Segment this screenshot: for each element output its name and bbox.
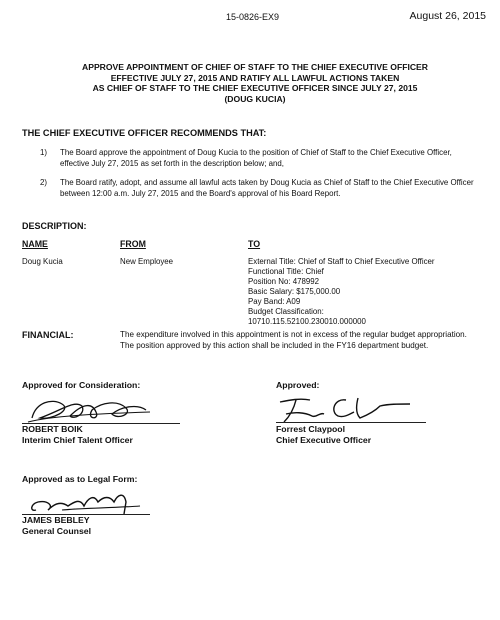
- to-line: External Title: Chief of Staff to Chief Executive Officer: [248, 257, 435, 266]
- legal-signer-title: General Counsel: [22, 526, 92, 536]
- consideration-label: Approved for Consideration:: [22, 380, 141, 390]
- approved-signer-name: Forrest Claypool: [276, 424, 346, 434]
- employee-to-details: [248, 257, 435, 327]
- item-number: 2): [40, 178, 48, 187]
- column-header-to: TO: [248, 239, 261, 249]
- title-line: APPROVE APPOINTMENT OF CHIEF OF STAFF TO THE CHIEF EXECUTIVE OFFICER: [82, 62, 428, 72]
- column-header-name: NAME: [22, 239, 48, 249]
- to-line: Budget Classification:: [248, 307, 324, 316]
- title-line: EFFECTIVE JULY 27, 2015 AND RATIFY ALL LAWFUL ACTIONS TAKEN: [110, 72, 400, 83]
- document-number: 15-0826-EX9: [226, 12, 280, 22]
- legal-signer-name: JAMES BEBLEY: [22, 515, 90, 525]
- item-number: 1): [40, 148, 48, 157]
- consideration-signer-name: ROBERT BOIK: [22, 424, 83, 434]
- employee-name: Doug Kucia: [22, 257, 63, 266]
- to-line: Basic Salary: $175,000.00: [248, 287, 341, 296]
- to-line: 10710.115.52100.230010.000000: [248, 317, 366, 326]
- title-line: (DOUG KUCIA): [224, 93, 286, 104]
- document-date: August 26, 2015: [409, 10, 486, 22]
- item-text: The Board approve the appointment of Doug Kucia to the position of Chief of Staff to the Chief Executive Officer, effective July 27, 2015 as set forth in the description below; and,: [60, 148, 452, 168]
- approved-label: Approved:: [276, 380, 320, 390]
- description-heading: DESCRIPTION:: [22, 221, 87, 231]
- report-title: [40, 62, 470, 104]
- title-line: AS CHIEF OF STAFF TO THE CHIEF EXECUTIVE OFFICER SINCE JULY 27, 2015: [92, 83, 418, 93]
- legal-form-label: Approved as to Legal Form:: [22, 474, 138, 484]
- signature-line: [276, 422, 426, 423]
- to-line: Position No: 478992: [248, 277, 320, 286]
- to-line: Functional Title: Chief: [248, 267, 324, 276]
- recommendation-heading: THE CHIEF EXECUTIVE OFFICER RECOMMENDS THAT:: [22, 128, 267, 138]
- employee-from: New Employee: [120, 257, 174, 266]
- recommendation-item: [40, 148, 480, 172]
- column-header-from: FROM: [120, 239, 146, 249]
- recommendation-item: [40, 178, 480, 202]
- financial-text: The expenditure involved in this appointment is not in excess of the regular budget appropriation. The position approved by this action shall be included in the FY16 department budget.: [120, 330, 467, 350]
- financial-label: FINANCIAL:: [22, 330, 74, 340]
- item-text: The Board ratify, adopt, and assume all lawful acts taken by Doug Kucia as Chief of Staff to the Chief Executive Officer between 12:00 a.m. July 27, 2015 and the Board's approval of his Board Report.: [60, 178, 474, 198]
- consideration-signer-title: Interim Chief Talent Officer: [22, 435, 133, 445]
- approved-signer-title: Chief Executive Officer: [276, 435, 372, 445]
- to-line: Pay Band: A09: [248, 297, 301, 306]
